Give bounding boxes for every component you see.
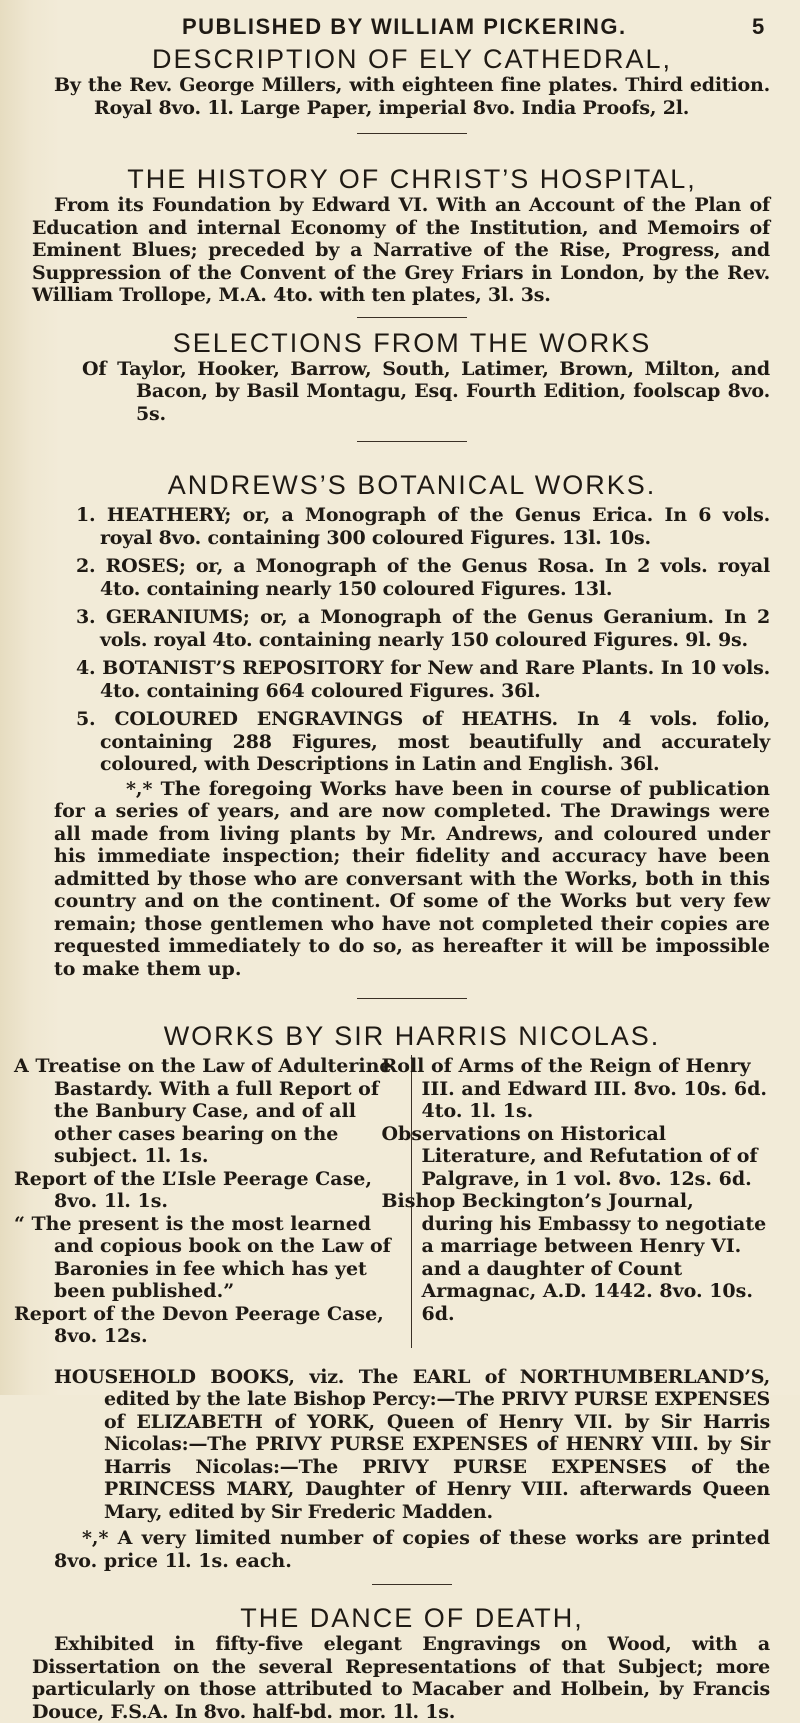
section-title-selections: SELECTIONS FROM THE WORKS xyxy=(172,327,652,358)
section-title-nicolas: WORKS BY SIR HARRIS NICOLAS. xyxy=(163,1021,661,1051)
section-title-ely: DESCRIPTION OF ELY CATHEDRAL, xyxy=(151,44,673,74)
andrews-note: *,* The foregoing Works have been in course of publication for a series of years, and are now completed. The Drawings were all made from living plants by Mr. Andrews, and coloured under his immediate inspection; their fidelity and accuracy have been admitted by those who are conversant with the Works, both in this country and on the continent. Of some of the Works but very few remain; those gentlemen who have not completed their copies are requested immediately to do so, as hereafter it will be impossible to make them up. xyxy=(54,777,770,980)
nicolas-columns xyxy=(14,1055,770,1348)
divider xyxy=(357,317,467,318)
review-quote: “ The present is the most learned and copious book on the Law of Baronies in fee which has yet been published.” xyxy=(14,1212,391,1302)
list-item: 4. BOTANIST’S REPOSITORY for New and Rare Plants. In 10 vols. 4to. containing 664 coloured Figures. 36l. xyxy=(76,657,770,702)
section-body-selections: Of Taylor, Hooker, Barrow, South, Latimer, Brown, Milton, and Bacon, by Basil Montagu, Esq. Fourth Edition, foolscap 8vo. 5s. xyxy=(82,357,770,425)
divider xyxy=(357,133,467,134)
nicolas-right-column xyxy=(381,1055,771,1348)
book-entry: Roll of Arms of the Reign of Henry III. and Edward III. 8vo. 10s. 6d. 4to. 1l. 1s. xyxy=(381,1055,767,1122)
publisher-heading: PUBLISHED BY WILLIAM PICKERING. xyxy=(182,14,627,39)
list-item: 2. ROSES; or, a Monograph of the Genus Rosa. In 2 vols. royal 4to. containing nearly 150 coloured Figures. 13l. xyxy=(76,555,770,600)
list-item: 5. COLOURED ENGRAVINGS of HEATHS. In 4 vols. folio, containing 288 Figures, most beautifully and accurately coloured, with Descriptions in Latin and English. 36l. xyxy=(76,708,770,775)
page-content xyxy=(14,38,770,1723)
household-note: *,* A very limited number of copies of these works are printed 8vo. price 1l. 1s. each. xyxy=(54,1527,770,1572)
section-body-household: HOUSEHOLD BOOKS, viz. The EARL of NORTHUMBERLAND’S, edited by the late Bishop Percy:—The PRIVY PURSE EXPENSES of ELIZABETH of YORK, Queen of Henry VII. by Sir Harris Nicolas:—The PRIVY PURSE EXPENSES of HENRY VIII. by Sir Harris Nicolas:—The PRIVY PURSE EXPENSES of the PRINCESS MARY, Daughter of Henry VIII. afterwards Queen Mary, edited by Sir Frederic Madden. xyxy=(54,1365,770,1523)
section-title-dance-of-death: THE DANCE OF DEATH, xyxy=(240,1603,584,1633)
list-item: 3. GERANIUMS; or, a Monograph of the Genus Geranium. In 2 vols. royal 4to. containing nearly 150 coloured Figures. 9l. 9s. xyxy=(76,606,770,651)
section-body-christs-hospital: From its Foundation by Edward VI. With an Account of the Plan of Education and internal Economy of the Institution, and Memoirs of Eminent Blues; preceded by a Narrative of the Rise, Progress, and Suppression of the Convent of the Grey Friars in London, by the Rev. William Trollope, M.A. 4to. with ten plates, 3l. 3s. xyxy=(32,194,770,306)
section-body-dance-of-death: Exhibited in fifty-five elegant Engravings on Wood, with a Dissertation on the several Representations of that Subject; more particularly on those attributed to Macaber and Holbein, by Francis Douce, F.S.A. In 8vo. half-bd. mor. 1l. 1s. xyxy=(32,1633,770,1723)
divider xyxy=(372,1584,452,1585)
divider xyxy=(357,441,467,442)
book-entry: A Treatise on the Law of Adulterine Bastardy. With a full Report of the Banbury Case, and of all other cases bearing on the subject. 1l. 1s. xyxy=(14,1055,392,1167)
section-title-andrews: ANDREWS’S BOTANICAL WORKS. xyxy=(167,470,657,500)
book-entry: Report of the L’Isle Peerage Case, 8vo. 1l. 1s. xyxy=(14,1167,373,1212)
book-entry: Bishop Beckington’s Journal, during his Embassy to negotiate a marriage between Henry VI. and a daughter of Count Armagnac, A.D. 1442. 8vo. 10s. 6d. xyxy=(381,1190,767,1325)
book-entry: Report of the Devon Peerage Case, 8vo. 12s. xyxy=(14,1302,384,1347)
list-item: 1. HEATHERY; or, a Monograph of the Genus Erica. In 6 vols. royal 8vo. containing 300 coloured Figures. 13l. 10s. xyxy=(76,504,770,549)
page-number: 5 xyxy=(752,14,765,39)
nicolas-left-column xyxy=(14,1055,412,1348)
section-title-christs-hospital: THE HISTORY OF CHRIST’S HOSPITAL, xyxy=(127,164,697,194)
book-entry: Observations on Historical Literature, and Refutation of of Palgrave, in 1 vol. 8vo. 12s. 6d. xyxy=(381,1122,758,1190)
section-body-ely: By the Rev. George Millers, with eighteen fine plates. Third edition. Royal 8vo. 1l. Large Paper, imperial 8vo. India Proofs, 2l. xyxy=(54,74,770,119)
divider xyxy=(357,998,467,999)
running-header xyxy=(0,14,800,38)
andrews-list xyxy=(54,504,770,776)
